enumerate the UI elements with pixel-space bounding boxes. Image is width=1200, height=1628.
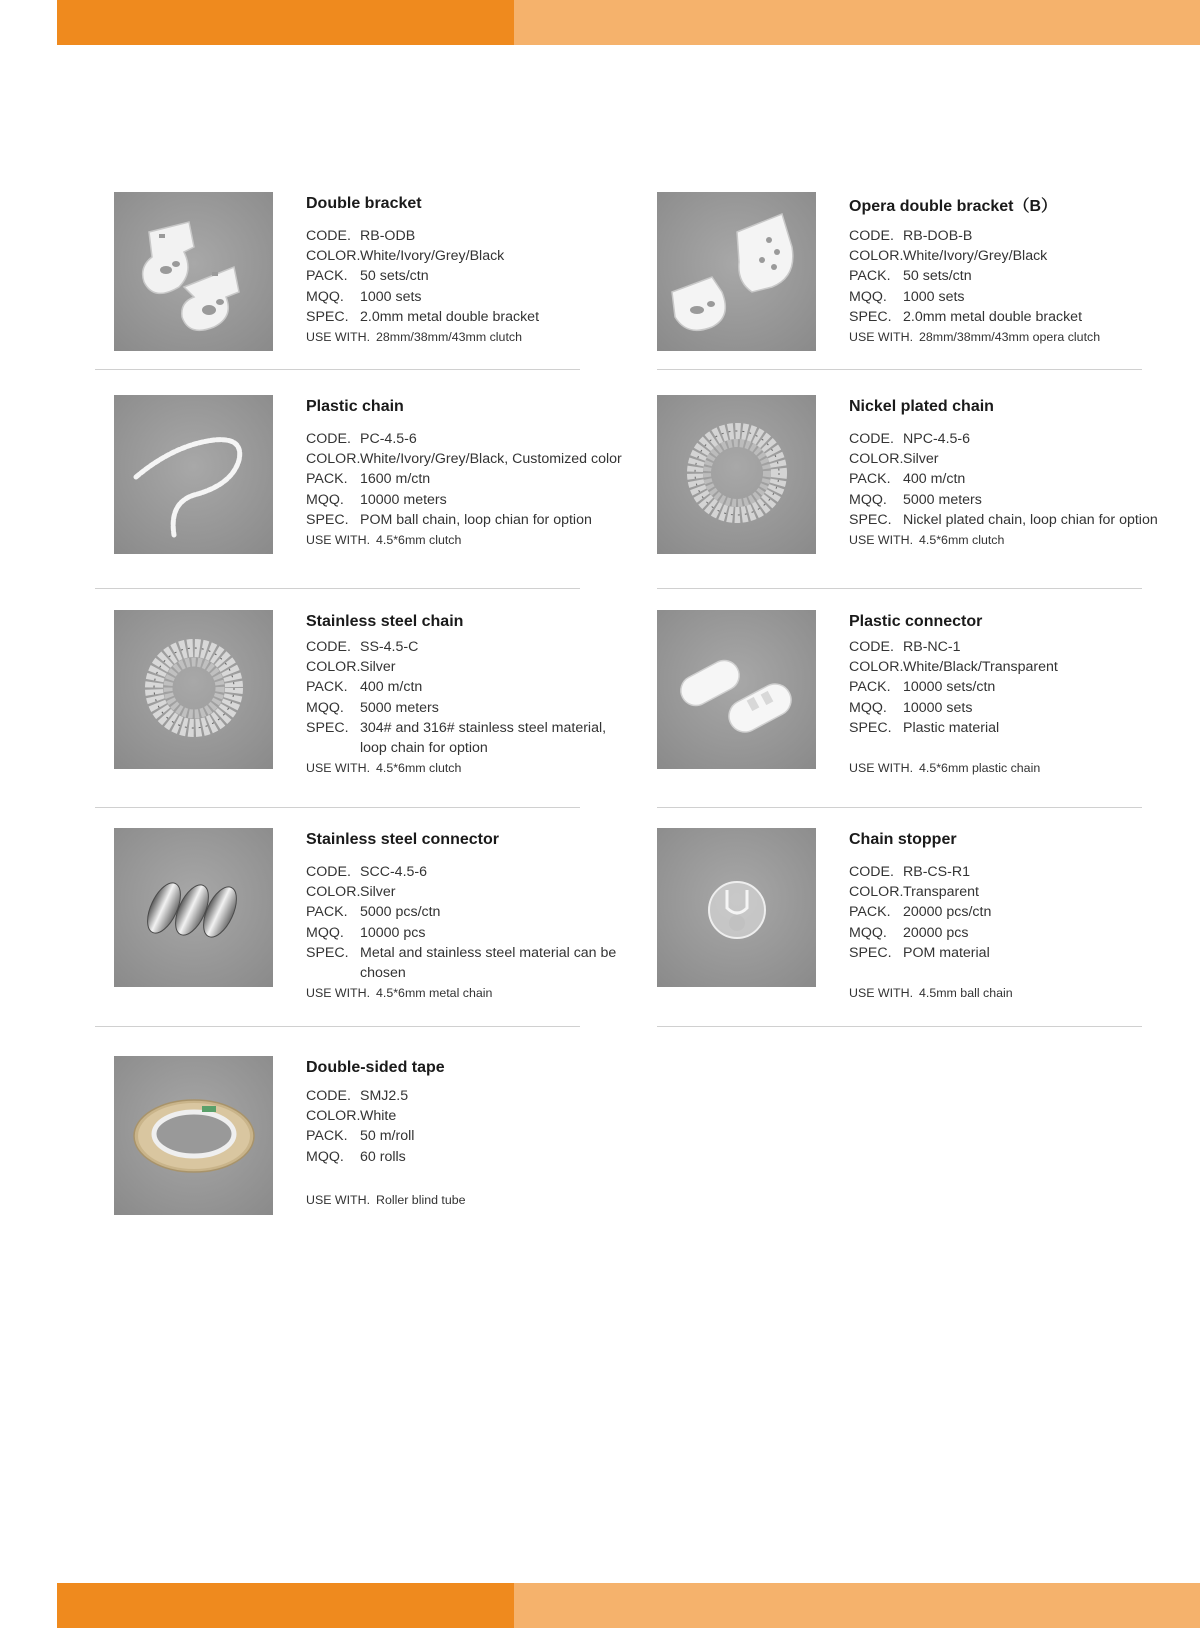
use-with-value: 4.5mm ball chain bbox=[919, 986, 1013, 1001]
pack-value: 5000 pcs/ctn bbox=[360, 904, 441, 921]
spec-value: Metal and stainless steel material can be chosen bbox=[360, 944, 617, 982]
color-label: COLOR. bbox=[306, 451, 361, 468]
pack-value: 1600 m/ctn bbox=[360, 471, 431, 488]
product-title: Plastic connector bbox=[849, 613, 983, 630]
pack-value: 400 m/ctn bbox=[360, 679, 423, 696]
use-with-value: 28mm/38mm/43mm opera clutch bbox=[919, 330, 1101, 345]
pack-label: PACK. bbox=[306, 1128, 348, 1145]
pack-label: PACK. bbox=[849, 679, 891, 696]
spec-value: Plastic material bbox=[903, 719, 1000, 736]
code-value: SS-4.5-C bbox=[360, 639, 419, 655]
mqq-label: MQQ. bbox=[849, 491, 887, 508]
use-with-label: USE WITH. bbox=[849, 330, 914, 345]
mqq-value: 60 rolls bbox=[360, 1148, 406, 1165]
mqq-value: 10000 meters bbox=[360, 491, 447, 508]
use-with-label: USE WITH. bbox=[306, 1192, 371, 1207]
use-with-value: 4.5*6mm plastic chain bbox=[919, 761, 1041, 776]
color-label: COLOR. bbox=[306, 1108, 361, 1125]
steel-connector-icon bbox=[114, 828, 273, 987]
code-label: CODE. bbox=[306, 864, 351, 880]
pack-label: PACK. bbox=[306, 471, 348, 488]
code-label: CODE. bbox=[306, 431, 351, 447]
plastic-connector-icon bbox=[657, 610, 816, 769]
spec-label: SPEC. bbox=[306, 944, 349, 961]
code-label: CODE. bbox=[849, 228, 894, 244]
product-title: Double bracket bbox=[306, 195, 422, 212]
color-value: White bbox=[360, 1108, 397, 1125]
color-label: COLOR. bbox=[849, 248, 904, 265]
nickel-chain-icon bbox=[657, 395, 816, 554]
spec-value: POM ball chain, loop chian for option bbox=[360, 511, 592, 528]
chain-stopper-icon bbox=[657, 828, 816, 987]
stainless-chain-icon bbox=[114, 610, 273, 769]
code-value: RB-DOB-B bbox=[903, 228, 973, 244]
color-label: COLOR. bbox=[306, 884, 361, 901]
product-title: Stainless steel chain bbox=[306, 613, 464, 630]
color-value: White/Ivory/Grey/Black bbox=[903, 248, 1048, 265]
code-value: NPC-4.5-6 bbox=[903, 431, 971, 447]
pack-value: 50 m/roll bbox=[360, 1128, 415, 1145]
color-value: Transparent bbox=[903, 884, 979, 901]
use-with-value: 4.5*6mm clutch bbox=[376, 533, 462, 548]
code-value: RB-NC-1 bbox=[903, 639, 961, 655]
spec-label: SPEC. bbox=[849, 308, 892, 325]
divider bbox=[95, 588, 580, 589]
footer-band-light bbox=[514, 1583, 1200, 1628]
pack-value: 50 sets/ctn bbox=[903, 268, 972, 285]
color-value: Silver bbox=[903, 451, 939, 468]
pack-label: PACK. bbox=[306, 679, 348, 696]
use-with-label: USE WITH. bbox=[849, 986, 914, 1001]
use-with-value: 4.5*6mm clutch bbox=[919, 533, 1005, 548]
mqq-label: MQQ. bbox=[849, 924, 887, 941]
spec-label: SPEC. bbox=[306, 719, 349, 736]
header-band-light bbox=[514, 0, 1200, 45]
use-with-label: USE WITH. bbox=[849, 761, 914, 776]
spec-value: 304# and 316# stainless steel material, loop chain for option bbox=[360, 719, 607, 757]
divider bbox=[657, 1026, 1142, 1027]
mqq-label: MQQ. bbox=[306, 288, 344, 305]
double-bracket-icon bbox=[114, 192, 273, 351]
divider bbox=[657, 369, 1142, 370]
color-value: Silver bbox=[360, 884, 396, 901]
use-with-label: USE WITH. bbox=[306, 533, 371, 548]
mqq-label: MQQ. bbox=[306, 699, 344, 716]
footer-band bbox=[57, 1583, 1200, 1628]
opera-double-bracket-icon bbox=[657, 192, 816, 351]
pack-value: 10000 sets/ctn bbox=[903, 679, 996, 696]
divider bbox=[95, 1026, 580, 1027]
divider bbox=[657, 807, 1142, 808]
spec-value: 2.0mm metal double bracket bbox=[903, 308, 1083, 325]
pack-value: 400 m/ctn bbox=[903, 471, 966, 488]
code-label: CODE. bbox=[849, 431, 894, 447]
use-with-value: 4.5*6mm metal chain bbox=[376, 986, 493, 1001]
plastic-chain-icon bbox=[114, 395, 273, 554]
spec-value: Nickel plated chain, loop chian for option bbox=[903, 511, 1158, 528]
product-title: Nickel plated chain bbox=[849, 398, 994, 415]
code-value: RB-CS-R1 bbox=[903, 864, 971, 880]
mqq-value: 10000 sets bbox=[903, 699, 973, 716]
color-label: COLOR. bbox=[849, 451, 904, 468]
code-value: PC-4.5-6 bbox=[360, 431, 417, 447]
spec-label: SPEC. bbox=[849, 944, 892, 961]
pack-label: PACK. bbox=[306, 268, 348, 285]
code-label: CODE. bbox=[849, 864, 894, 880]
pack-label: PACK. bbox=[849, 471, 891, 488]
code-label: CODE. bbox=[849, 639, 894, 655]
divider bbox=[657, 588, 1142, 589]
header-band bbox=[57, 0, 1200, 45]
spec-value: 2.0mm metal double bracket bbox=[360, 308, 540, 325]
use-with-label: USE WITH. bbox=[306, 761, 371, 776]
pack-label: PACK. bbox=[306, 904, 348, 921]
code-value: SCC-4.5-6 bbox=[360, 864, 428, 880]
mqq-label: MQQ. bbox=[849, 288, 887, 305]
use-with-label: USE WITH. bbox=[849, 533, 914, 548]
mqq-value: 1000 sets bbox=[360, 288, 422, 305]
spec-label: SPEC. bbox=[306, 511, 349, 528]
mqq-label: MQQ. bbox=[306, 491, 344, 508]
product-title: Chain stopper bbox=[849, 831, 957, 848]
code-value: RB-ODB bbox=[360, 228, 416, 244]
use-with-label: USE WITH. bbox=[306, 986, 371, 1001]
use-with-value: Roller blind tube bbox=[376, 1192, 466, 1207]
code-label: CODE. bbox=[306, 228, 351, 244]
color-value: White/Ivory/Grey/Black bbox=[360, 248, 505, 265]
use-with-value: 4.5*6mm clutch bbox=[376, 761, 462, 776]
mqq-value: 1000 sets bbox=[903, 288, 965, 305]
color-value: White/Black/Transparent bbox=[903, 659, 1058, 676]
product-title: Plastic chain bbox=[306, 398, 404, 415]
divider bbox=[95, 807, 580, 808]
color-value: White/Ivory/Grey/Black, Customized color bbox=[360, 451, 622, 468]
mqq-label: MQQ. bbox=[849, 699, 887, 716]
color-label: COLOR. bbox=[849, 884, 904, 901]
product-title: Double-sided tape bbox=[306, 1059, 445, 1076]
header-band-dark bbox=[57, 0, 514, 45]
mqq-label: MQQ. bbox=[306, 1148, 344, 1165]
code-label: CODE. bbox=[306, 639, 351, 655]
spec-label: SPEC. bbox=[306, 308, 349, 325]
color-label: COLOR. bbox=[849, 659, 904, 676]
pack-label: PACK. bbox=[849, 268, 891, 285]
spec-label: SPEC. bbox=[849, 511, 892, 528]
code-label: CODE. bbox=[306, 1088, 351, 1104]
color-label: COLOR. bbox=[306, 659, 361, 676]
color-label: COLOR. bbox=[306, 248, 361, 265]
product-title: Opera double bracket（B） bbox=[849, 198, 1058, 215]
product-title: Stainless steel connector bbox=[306, 831, 499, 848]
code-value: SMJ2.5 bbox=[360, 1088, 409, 1104]
tape-roll-icon bbox=[114, 1056, 273, 1215]
pack-label: PACK. bbox=[849, 904, 891, 921]
spec-label: SPEC. bbox=[849, 719, 892, 736]
color-value: Silver bbox=[360, 659, 396, 676]
use-with-label: USE WITH. bbox=[306, 330, 371, 345]
footer-band-dark bbox=[57, 1583, 514, 1628]
mqq-label: MQQ. bbox=[306, 924, 344, 941]
spec-value: POM material bbox=[903, 944, 990, 961]
mqq-value: 10000 pcs bbox=[360, 924, 426, 941]
mqq-value: 5000 meters bbox=[903, 491, 982, 508]
divider bbox=[95, 369, 580, 370]
use-with-value: 28mm/38mm/43mm clutch bbox=[376, 330, 522, 345]
mqq-value: 20000 pcs bbox=[903, 924, 969, 941]
pack-value: 50 sets/ctn bbox=[360, 268, 429, 285]
mqq-value: 5000 meters bbox=[360, 699, 439, 716]
pack-value: 20000 pcs/ctn bbox=[903, 904, 992, 921]
